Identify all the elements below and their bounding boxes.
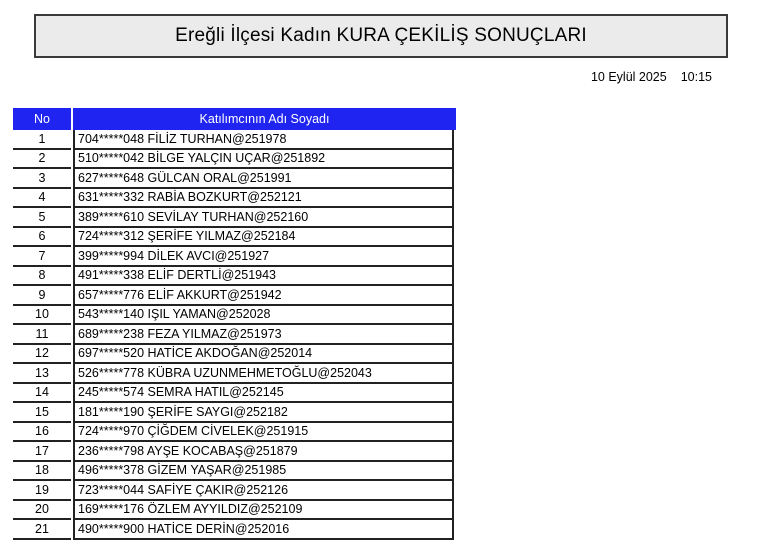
row-number: 12	[13, 345, 71, 365]
table-row	[13, 228, 456, 248]
table-row	[13, 208, 456, 228]
row-number: 2	[13, 150, 71, 170]
table-row	[13, 403, 456, 423]
print-time: 10:15	[680, 70, 712, 84]
participant-name: 491*****338 ELİF DERTLİ@251943	[73, 267, 454, 287]
table-row	[13, 423, 456, 443]
participant-name: 627*****648 GÜLCAN ORAL@251991	[73, 169, 454, 189]
row-number: 21	[13, 520, 71, 540]
row-number: 14	[13, 384, 71, 404]
row-number: 4	[13, 189, 71, 209]
table-row	[13, 150, 456, 170]
participant-name: 657*****776 ELİF AKKURT@251942	[73, 286, 454, 306]
participant-name: 510*****042 BİLGE YALÇIN UÇAR@251892	[73, 150, 454, 170]
participant-name: 526*****778 KÜBRA UZUNMEHMETOĞLU@252043	[73, 364, 454, 384]
participant-name: 236*****798 AYŞE KOCABAŞ@251879	[73, 442, 454, 462]
participant-name: 245*****574 SEMRA HATIL@252145	[73, 384, 454, 404]
table-row	[13, 189, 456, 209]
participant-name: 631*****332 RABİA BOZKURT@252121	[73, 189, 454, 209]
row-number: 11	[13, 325, 71, 345]
page-title-text: Ereğli İlçesi Kadın KURA ÇEKİLİŞ SONUÇLARI	[175, 25, 587, 46]
participant-name: 689*****238 FEZA YILMAZ@251973	[73, 325, 454, 345]
results-table	[13, 108, 456, 540]
participant-name: 399*****994 DİLEK AVCI@251927	[73, 247, 454, 267]
table-body	[13, 130, 456, 540]
row-number: 3	[13, 169, 71, 189]
table-row	[13, 442, 456, 462]
print-datetime	[591, 70, 712, 84]
column-header-name: Katılımcının Adı Soyadı	[73, 108, 456, 130]
row-number: 17	[13, 442, 71, 462]
row-number: 20	[13, 501, 71, 521]
print-date: 10 Eylül 2025	[590, 70, 667, 84]
table-row	[13, 462, 456, 482]
table-row	[13, 481, 456, 501]
row-number: 8	[13, 267, 71, 287]
table-row	[13, 501, 456, 521]
table-row	[13, 520, 456, 540]
table-row	[13, 169, 456, 189]
participant-name: 496*****378 GİZEM YAŞAR@251985	[73, 462, 454, 482]
table-row	[13, 345, 456, 365]
row-number: 18	[13, 462, 71, 482]
row-number: 13	[13, 364, 71, 384]
row-number: 6	[13, 228, 71, 248]
participant-name: 389*****610 SEVİLAY TURHAN@252160	[73, 208, 454, 228]
participant-name: 724*****312 ŞERİFE YILMAZ@252184	[73, 228, 454, 248]
table-row	[13, 325, 456, 345]
row-number: 1	[13, 130, 71, 150]
participant-name: 169*****176 ÖZLEM AYYILDIZ@252109	[73, 501, 454, 521]
table-row	[13, 267, 456, 287]
participant-name: 724*****970 ÇİĞDEM CİVELEK@251915	[73, 423, 454, 443]
row-number: 19	[13, 481, 71, 501]
table-row	[13, 247, 456, 267]
table-row	[13, 286, 456, 306]
row-number: 16	[13, 423, 71, 443]
page-title	[34, 14, 728, 58]
table-row	[13, 384, 456, 404]
participant-name: 723*****044 SAFİYE ÇAKIR@252126	[73, 481, 454, 501]
column-header-no: No	[13, 108, 71, 130]
table-row	[13, 130, 456, 150]
row-number: 5	[13, 208, 71, 228]
row-number: 7	[13, 247, 71, 267]
participant-name: 704*****048 FİLİZ TURHAN@251978	[73, 130, 454, 150]
row-number: 15	[13, 403, 71, 423]
participant-name: 543*****140 IŞIL YAMAN@252028	[73, 306, 454, 326]
table-row	[13, 306, 456, 326]
participant-name: 181*****190 ŞERİFE SAYGI@252182	[73, 403, 454, 423]
table-row	[13, 364, 456, 384]
participant-name: 490*****900 HATİCE DERİN@252016	[73, 520, 454, 540]
row-number: 10	[13, 306, 71, 326]
participant-name: 697*****520 HATİCE AKDOĞAN@252014	[73, 345, 454, 365]
table-header	[13, 108, 456, 130]
row-number: 9	[13, 286, 71, 306]
